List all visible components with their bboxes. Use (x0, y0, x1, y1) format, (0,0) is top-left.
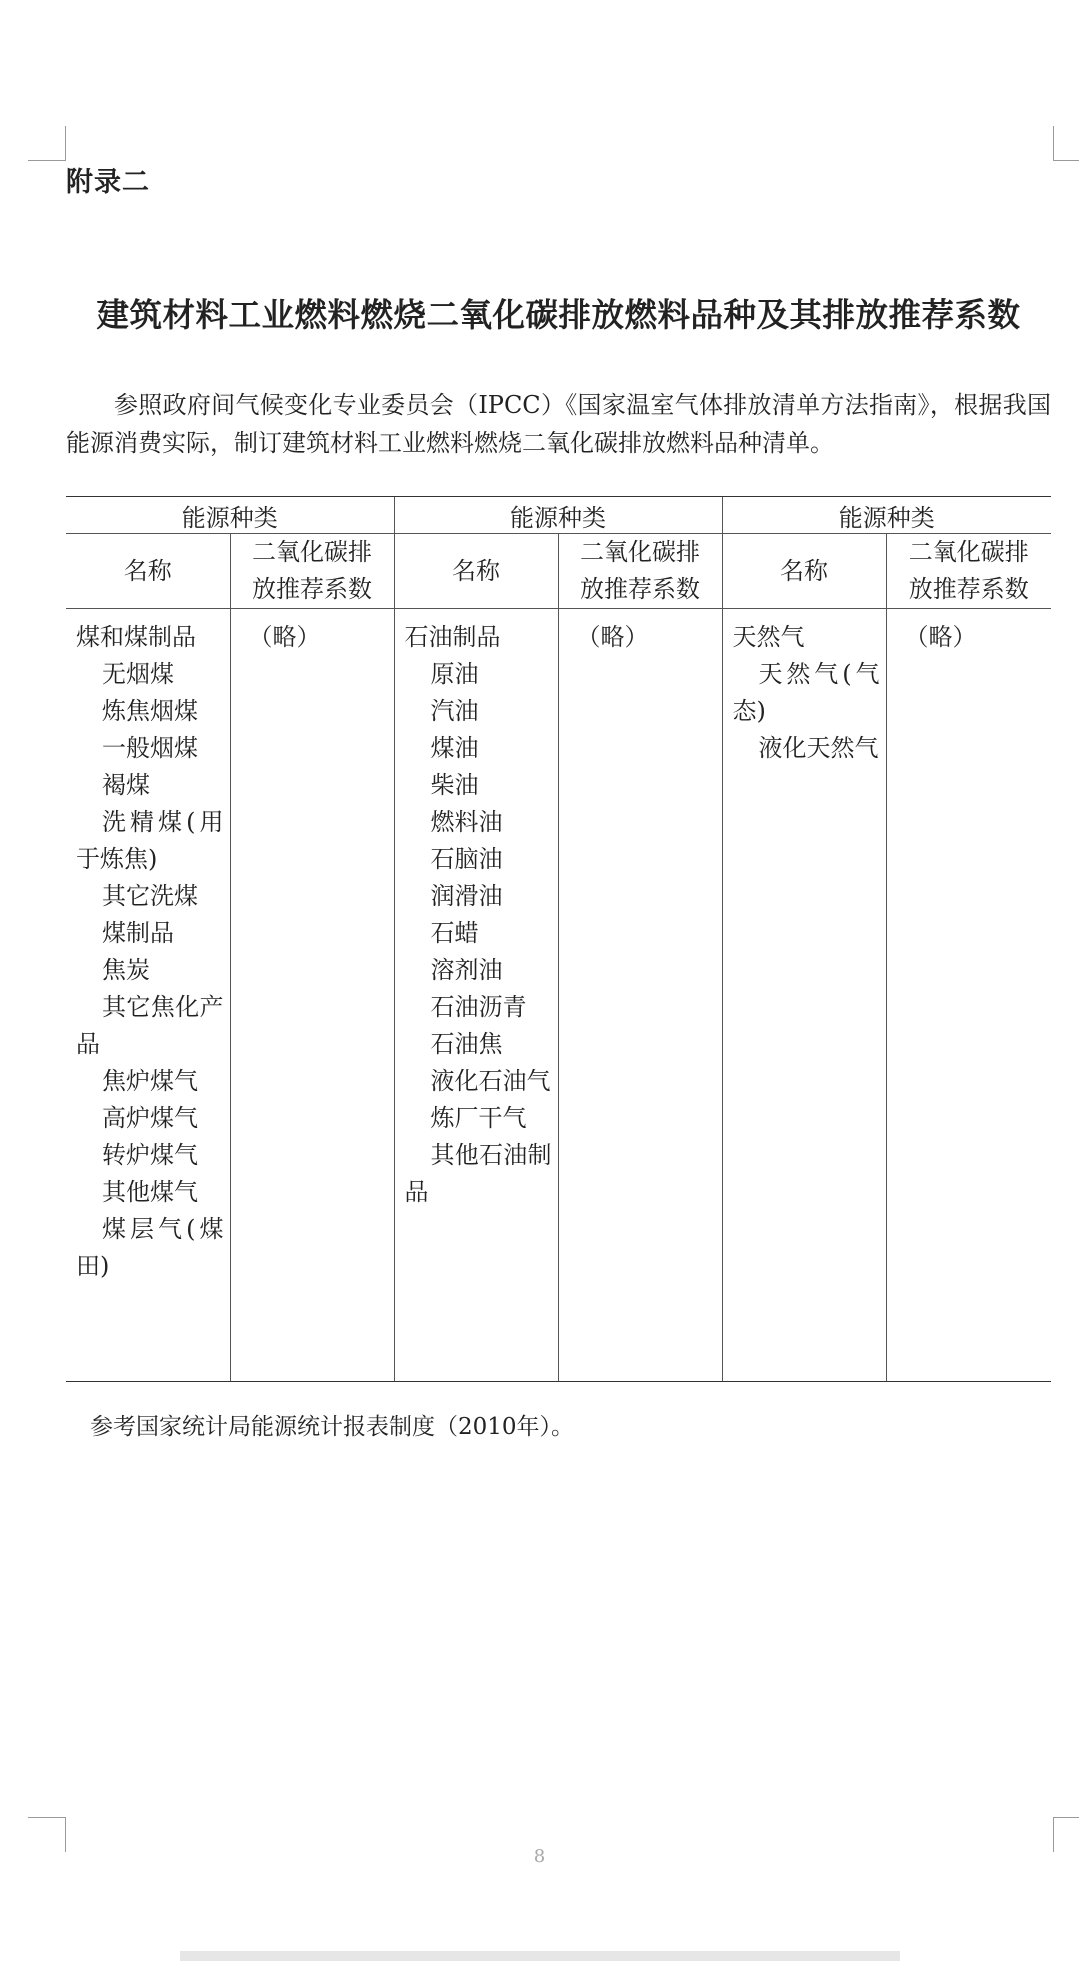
fuel-item: 燃料油 (430, 808, 503, 836)
bottom-strip (180, 1951, 900, 1961)
crop-mark-top-left-h (28, 160, 66, 161)
coefficient-header: 二氧化碳排 放推荐系数 (558, 534, 722, 609)
fuel-item: 润滑油 (430, 882, 503, 910)
oil-coefficient-cell (558, 609, 722, 1382)
gas-coefficient-cell (886, 609, 1051, 1382)
fuel-list-coal (66, 609, 230, 1285)
fuel-item: 液化天然气 (758, 734, 879, 762)
fuel-item: 炼焦烟煤 (102, 697, 198, 725)
oil-names-cell (394, 609, 558, 1382)
table-sub-header-row (66, 534, 1051, 609)
fuel-item: 煤制品 (102, 919, 174, 947)
fuel-item: 褐煤 (102, 771, 150, 799)
fuel-item: 柴油 (430, 771, 479, 799)
fuel-item: 天然气(气态) (732, 660, 880, 725)
fuel-list-gas (723, 609, 886, 767)
crop-mark-top-right-v (1053, 126, 1054, 161)
group-header-coal: 能源种类 (66, 497, 394, 534)
fuel-item: 其它焦化产品 (76, 993, 224, 1058)
intro-paragraph: 参照政府间气候变化专业委员会（IPCC）《国家温室气体排放清单方法指南》，根据我国能源消费实际，制订建筑材料工业燃料燃烧二氧化碳排放燃料品种清单。 (66, 391, 1051, 457)
gas-names-cell (722, 609, 886, 1382)
page-title: 建筑材料工业燃料燃烧二氧化碳排放燃料品种及其排放推荐系数 (96, 296, 1021, 334)
crop-mark-top-left-v (65, 126, 66, 161)
fuel-item: 液化石油气 (430, 1067, 551, 1095)
fuel-item: 洗精煤(用于炼焦) (76, 808, 224, 873)
fuel-item: 其它洗煤 (102, 882, 198, 910)
fuel-item: 石脑油 (430, 845, 503, 873)
fuel-item: 焦炭 (102, 956, 150, 984)
crop-mark-bottom-left-h (28, 1817, 66, 1818)
coefficient-value: （略） (904, 623, 977, 651)
fuel-item: 其他煤气 (102, 1178, 198, 1206)
fuel-item: 无烟煤 (102, 660, 174, 688)
coefficient-header: 二氧化碳排 放推荐系数 (230, 534, 394, 609)
page-number: 8 (533, 1846, 546, 1867)
fuel-item: 一般烟煤 (102, 734, 198, 762)
crop-mark-top-right-h (1053, 160, 1079, 161)
fuel-item: 汽油 (430, 697, 479, 725)
coefficient-value: （略） (248, 623, 321, 651)
crop-mark-bottom-right-h (1053, 1817, 1079, 1818)
name-header: 名称 (394, 534, 558, 609)
fuel-item: 焦炉煤气 (102, 1067, 198, 1095)
fuel-item: 煤油 (430, 734, 479, 762)
fuel-item: 高炉煤气 (102, 1104, 198, 1132)
fuel-item: 煤层气(煤田) (76, 1215, 224, 1280)
fuel-item: 天然气 (732, 623, 805, 651)
table-body-row (66, 609, 1051, 1382)
fuel-list-oil (395, 609, 558, 1211)
table-group-header-row (66, 497, 1051, 534)
coefficient-value: （略） (576, 623, 649, 651)
fuel-item: 石蜡 (430, 919, 479, 947)
fuel-item: 溶剂油 (430, 956, 503, 984)
footnote: 参考国家统计局能源统计报表制度（2010年）。 (90, 1414, 575, 1440)
fuel-item: 其他石油制品 (404, 1141, 552, 1206)
fuel-item: 炼厂干气 (430, 1104, 527, 1132)
coal-coefficient-cell (230, 609, 394, 1382)
name-header: 名称 (722, 534, 886, 609)
coefficient-header: 二氧化碳排 放推荐系数 (886, 534, 1051, 609)
fuel-item: 石油沥青 (430, 993, 527, 1021)
fuel-table (66, 496, 1051, 1382)
fuel-item: 转炉煤气 (102, 1141, 198, 1169)
name-header: 名称 (66, 534, 230, 609)
fuel-item: 煤和煤制品 (76, 623, 196, 651)
fuel-item: 石油制品 (404, 623, 501, 651)
fuel-item: 石油焦 (430, 1030, 503, 1058)
coal-names-cell (66, 609, 230, 1382)
appendix-label: 附录二 (66, 167, 150, 198)
group-header-oil: 能源种类 (394, 497, 722, 534)
fuel-item: 原油 (430, 660, 479, 688)
group-header-gas: 能源种类 (722, 497, 1051, 534)
